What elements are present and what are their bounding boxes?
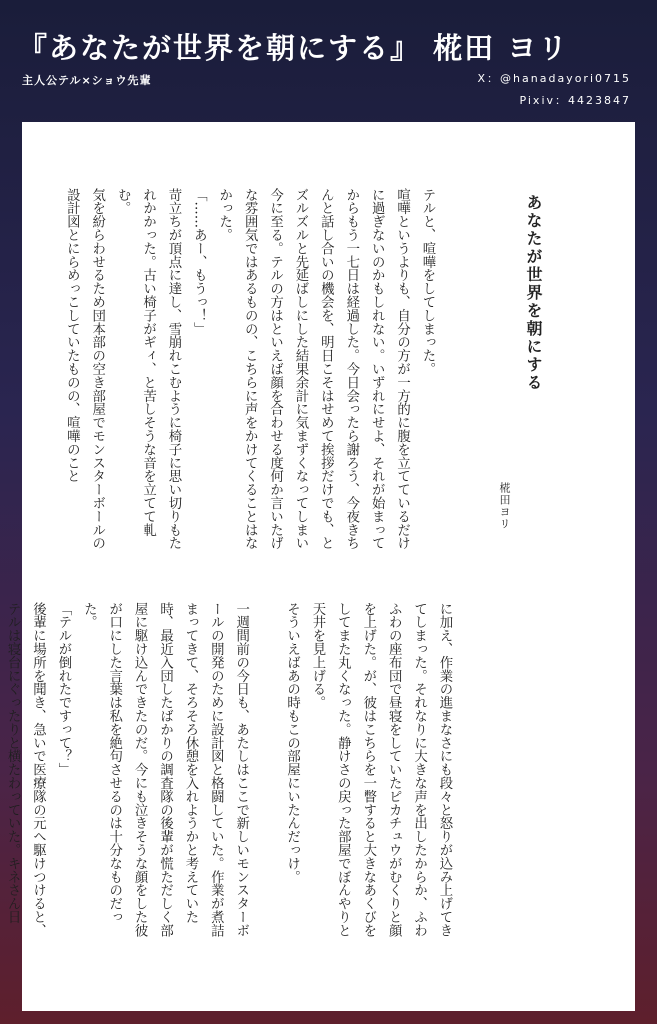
body-text-upper	[64, 188, 440, 558]
x-handle: X：@hanadayori0715	[477, 72, 631, 85]
page-title: あなたが世界を朝にする	[524, 194, 543, 392]
paragraph: 一週間前の今日も、あたしはここで新しいモンスターボールの開発のために設計図と格闘していた。作業が煮詰まってきて、そろそろ休憩を入れようかと考えていた時、最近入団したばかりの調査隊の後輩が慌ただしく部屋に駆け込んできたのだ。今にも泣きそうな顔をした彼が口にした言葉は私を絶句させるのは十分なものだった。	[81, 602, 249, 937]
paragraph: 後輩に場所を聞き、急いで医療隊の元へ駆けつけると、テルは寝台にぐったりと横たわっていた。キネさん日	[5, 602, 46, 937]
author-byline: 椛田ヨリ	[498, 482, 511, 530]
paragraph: そういえばあの時もこの部屋にいたんだっけ。	[284, 602, 300, 884]
manuscript-page	[5, 122, 635, 1011]
paragraph: テルと、喧嘩をしてしまった。	[420, 188, 435, 376]
header-banner	[0, 0, 657, 118]
body-text-lower	[5, 602, 457, 947]
work-title: 『あなたが世界を朝にする』 椛田 ヨリ	[18, 31, 570, 65]
paragraph: に加え、作業の進まなさにも段々と怒りが込み上げてきてしまった。それなりに大きな声を出したからか、ふわふわの座布団で昼寝をしていたピカチュウがむくりと顔を上げた。が、彼はこちらを一瞥すると大きなあくびをしてまた丸くなった。静けさの戻った部屋でぼんやりと天井を見上げる。	[309, 602, 452, 937]
pairing-label: 主人公テル×ショウ先輩	[22, 74, 152, 87]
pixiv-id: Pixiv：4423847	[519, 94, 631, 107]
paragraph: 「……あー、もうっ！」	[191, 188, 207, 336]
paragraph: 苛立ちが頂点に達し、雪崩れこむように椅子に思い切りもたれかかった。古い椅子がギィ、と苦しそうな音を立てて軋む。	[115, 188, 181, 550]
paragraph: 気を紛らわせるため団本部の空き部屋でモンスターボールの設計図とにらめっこしていたものの、喧嘩のこと	[64, 188, 105, 550]
paragraph: 「テルが倒れたですって？」	[55, 602, 71, 777]
paragraph: 喧嘩というよりも、自分の方が一方的に腹を立てているだけに過ぎないのかもしれない。いずれにせよ、それが始まってからもう一七日は経過した。今日会ったら謝ろう、今夜きちんと話し合いの機会を、明日こそはせめて挨拶だけでも、とズルズルと先延ばしにした結果余計に気まずくなってしまい今に至る。テルの方はといえば顔を合わせる度何か言いたげな雰囲気ではあるものの、こちらに声をかけてくることはなかった。	[216, 188, 410, 550]
paragraph-gap	[254, 602, 279, 947]
